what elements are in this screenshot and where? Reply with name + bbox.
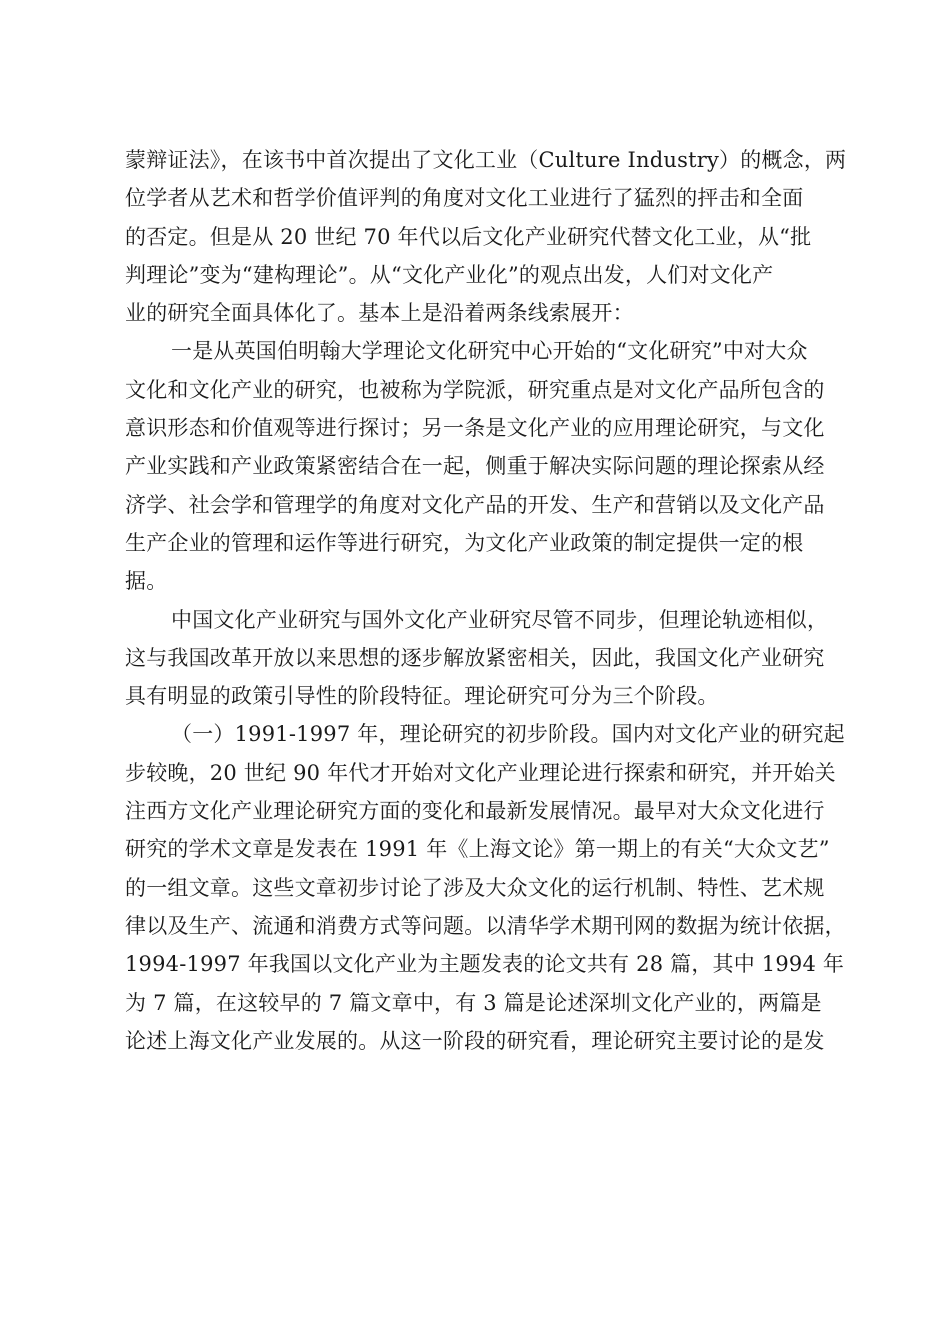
text-line: 生产企业的管理和运作等进行研究，为文化产业政策的制定提供一定的根 [125,530,804,555]
text-line: 业的研究全面具体化了。基本上是沿着两条线索展开： [125,301,634,326]
text-line: 一是从英国伯明翰大学理论文化研究中心开始的“文化研究”中对大众 [171,339,808,364]
text-line: 蒙辩证法》，在该书中首次提出了文化工业（Culture Industry）的概念，两 [125,148,847,172]
paragraph-4 [125,715,850,1060]
text-line: 中国文化产业研究与国外文化产业研究尽管不同步，但理论轨迹相似， [171,607,829,632]
text-line: 位学者从艺术和哲学价值评判的角度对文化工业进行了猛烈的抨击和全面 [125,186,804,211]
text-line: 律以及生产、流通和消费方式等问题。以清华学术期刊网的数据为统计依据， [125,913,846,938]
text-line: 具有明显的政策引导性的阶段特征。理论研究可分为三个阶段。 [125,684,719,709]
text-line: 文化和文化产业的研究，也被称为学院派，研究重点是对文化产品所包含的 [125,377,825,402]
text-line: 产业实践和产业政策紧密结合在一起，侧重于解决实际问题的理论探索从经 [125,454,825,479]
text-line: 这与我国改革开放以来思想的逐步解放紧密相关，因此，我国文化产业研究 [125,645,825,670]
document-page [125,141,850,1060]
paragraph-2 [125,332,850,600]
text-line: 意识形态和价值观等进行探讨；另一条是文化产业的应用理论研究，与文化 [125,416,825,441]
text-line: 为 7 篇，在这较早的 7 篇文章中，有 3 篇是论述深圳文化产业的，两篇是 [125,990,822,1015]
text-line: 的一组文章。这些文章初步讨论了涉及大众文化的运行机制、特性、艺术规 [125,875,825,900]
text-line: 步较晚，20 世纪 90 年代才开始对文化产业理论进行探索和研究，并开始关 [125,760,836,785]
text-line: 据。 [125,569,168,594]
text-line: 济学、社会学和管理学的角度对文化产品的开发、生产和营销以及文化产品 [125,492,825,517]
paragraph-1 [125,141,850,332]
text-line: （一）1991-1997 年，理论研究的初步阶段。国内对文化产业的研究起 [171,722,845,747]
text-line: 研究的学术文章是发表在 1991 年《上海文论》第一期上的有关“大众文艺” [125,837,830,862]
text-line: 的否定。但是从 20 世纪 70 年代以后文化产业研究代替文化工业，从“批 [125,224,812,249]
text-line: 判理论”变为“建构理论”。从“文化产业化”的观点出发，人们对文化产 [125,262,774,287]
text-line: 论述上海文化产业发展的。从这一阶段的研究看，理论研究主要讨论的是发 [125,1028,825,1053]
text-line: 注西方文化产业理论研究方面的变化和最新发展情况。最早对大众文化进行 [125,799,825,824]
text-line: 1994-1997 年我国以文化产业为主题发表的论文共有 28 篇，其中 1994 年 [125,952,845,977]
paragraph-3 [125,601,850,716]
